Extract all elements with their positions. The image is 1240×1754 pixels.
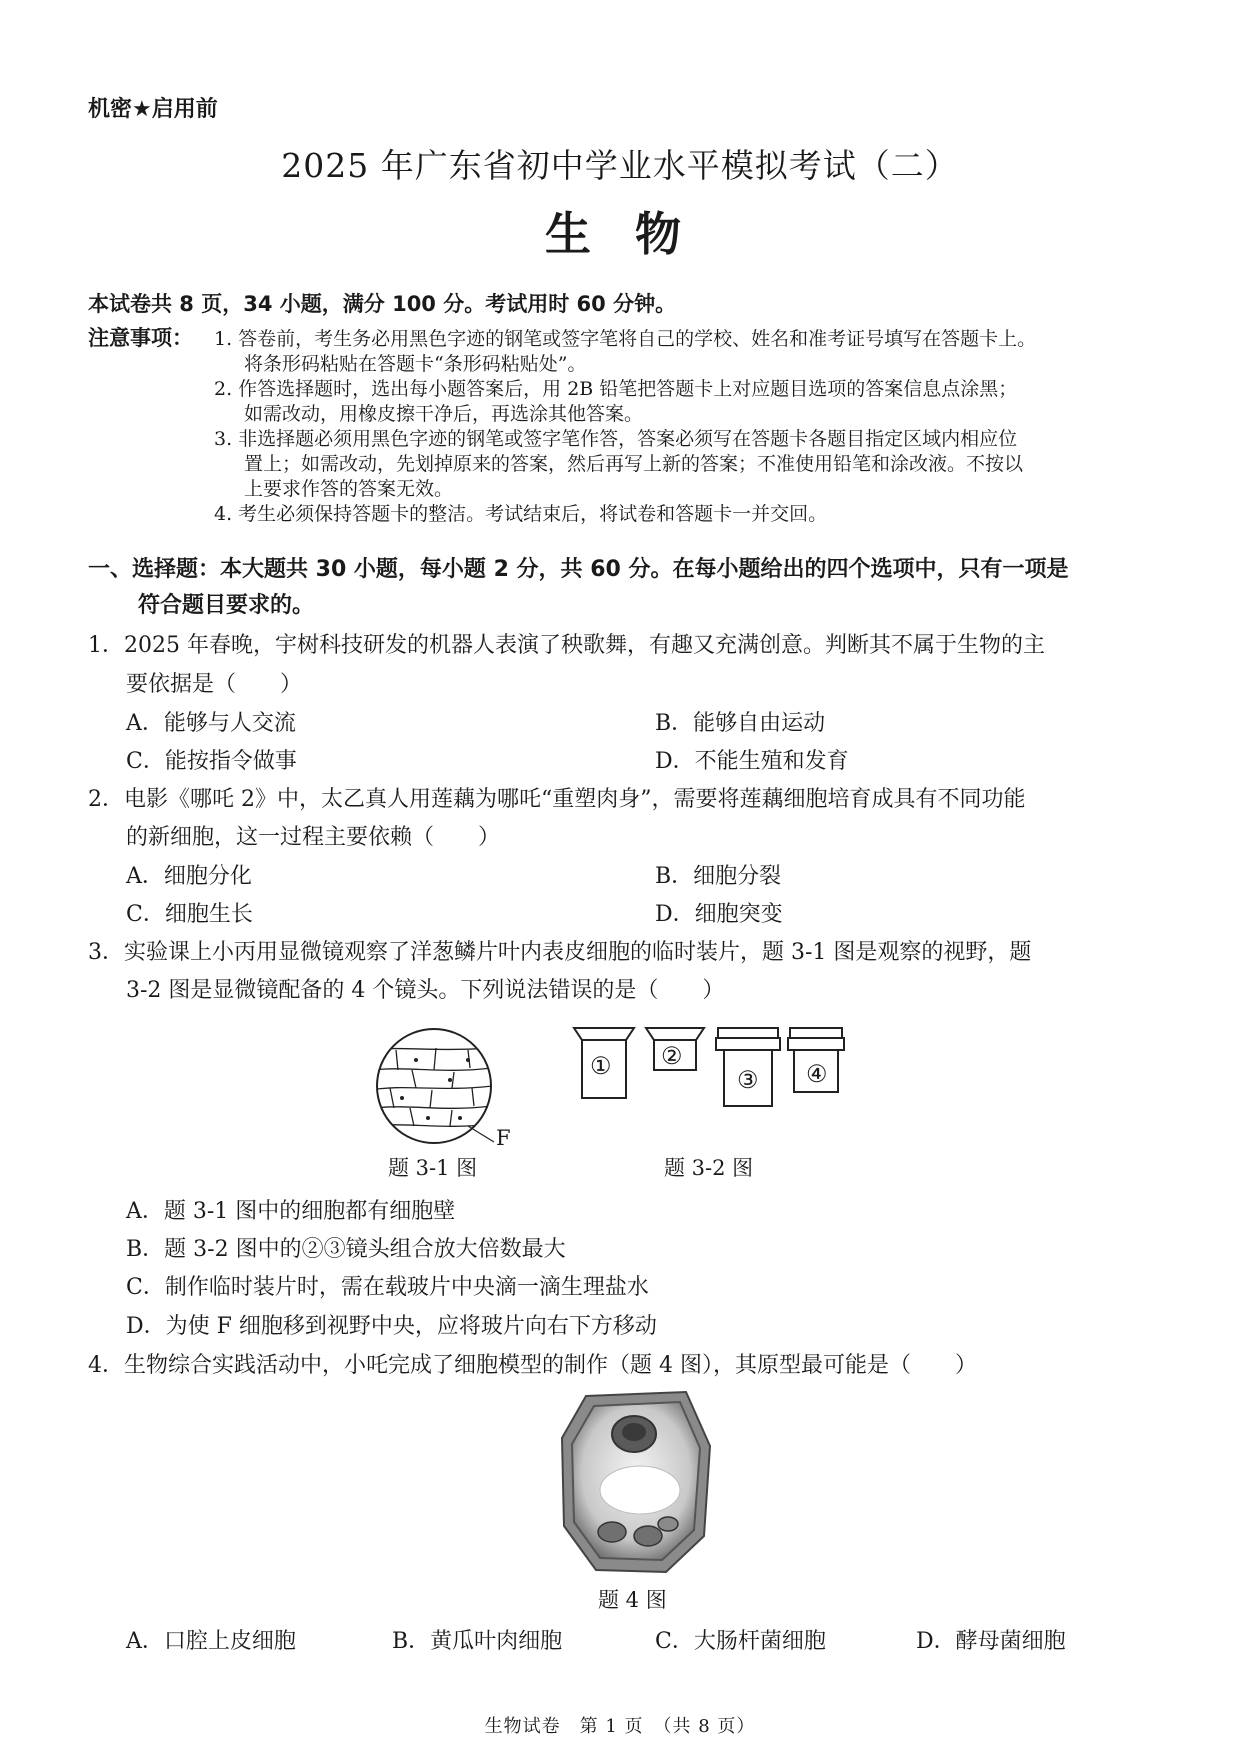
notice-line: 1. 答卷前，考生务必用黑色字迹的钢笔或签字笔将自己的学校、姓名和准考证号填写在答题卡上。 [214, 328, 1037, 350]
question-2-option-d: D．细胞突变 [655, 902, 783, 927]
exam-title: 2025 年广东省初中学业水平模拟考试（二） [281, 146, 959, 185]
question-3-option-d: D．为使 F 细胞移到视野中央，应将玻片向右下方移动 [126, 1314, 657, 1339]
question-3-stem-cont: 3-2 图是显微镜配备的 4 个镜头。下列说法错误的是（ ） [126, 978, 725, 1003]
question-1-stem-cont: 要依据是（ ） [126, 672, 303, 697]
lens-label-3: ③ [737, 1066, 759, 1094]
question-3-option-c: C．制作临时装片时，需在载玻片中央滴一滴生理盐水 [126, 1275, 649, 1300]
notice-line: 置上；如需改动，先划掉原来的答案，然后再写上新的答案；不准使用铅笔和涂改液。不按以 [244, 453, 1024, 475]
figure-3-1-caption: 题 3-1 图 [388, 1156, 478, 1180]
lens-label-2: ② [661, 1042, 683, 1070]
figure-label-f: F [496, 1126, 511, 1150]
question-4-option-d: D．酵母菌细胞 [916, 1629, 1066, 1654]
notice-line: 4. 考生必须保持答题卡的整洁。考试结束后，将试卷和答题卡一并交回。 [214, 503, 828, 525]
lens-label-1: ① [590, 1052, 612, 1080]
page-footer: 生物试卷 第 1 页 （共 8 页） [484, 1716, 756, 1737]
question-2-option-a: A．细胞分化 [126, 864, 252, 889]
question-4-option-c: C．大肠杆菌细胞 [655, 1629, 826, 1654]
question-4-option-a: A．口腔上皮细胞 [126, 1629, 296, 1654]
notice-label: 注意事项： [88, 326, 193, 350]
lens-label-4: ④ [806, 1060, 828, 1088]
question-3-option-b: B．题 3-2 图中的②③镜头组合放大倍数最大 [126, 1237, 566, 1262]
question-1-option-b: B．能够自由运动 [655, 711, 826, 736]
subject-title: 生 物 [544, 207, 695, 261]
question-2-stem: 2．电影《哪吒 2》中，太乙真人用莲藕为哪吒“重塑肉身”，需要将莲藕细胞培育成具有不同功能 [88, 787, 1026, 812]
question-3-option-a: A．题 3-1 图中的细胞都有细胞壁 [126, 1199, 456, 1224]
question-4-option-b: B．黄瓜叶肉细胞 [392, 1629, 563, 1654]
question-1-option-a: A．能够与人交流 [126, 711, 296, 736]
notice-line: 3. 非选择题必须用黑色字迹的钢笔或签字笔作答，答案必须写在答题卡各题目指定区域内相应位 [214, 428, 1018, 450]
question-1-option-c: C．能按指令做事 [126, 749, 297, 774]
notice-line: 2. 作答选择题时，选出每小题答案后，用 2B 铅笔把答题卡上对应题目选项的答案信息点涂黑； [214, 378, 1018, 400]
figure-4-caption: 题 4 图 [598, 1588, 667, 1612]
figure-3-2-caption: 题 3-2 图 [664, 1156, 754, 1180]
question-1-stem: 1．2025 年春晚，宇树科技研发的机器人表演了秧歌舞，有趣又充满创意。判断其不属于生物的主 [88, 633, 1045, 658]
question-2-option-b: B．细胞分裂 [655, 864, 782, 889]
cell-model-figure [556, 1386, 716, 1576]
exam-summary: 本试卷共 8 页，34 小题，满分 100 分。考试用时 60 分钟。 [88, 292, 677, 316]
notice-line: 如需改动，用橡皮擦干净后，再选涂其他答案。 [244, 403, 644, 425]
question-4-stem: 4．生物综合实践活动中，小吒完成了细胞模型的制作（题 4 图），其原型最可能是（ ） [88, 1353, 977, 1378]
question-2-stem-cont: 的新细胞，这一过程主要依赖（ ） [126, 825, 501, 850]
notice-line: 上要求作答的答案无效。 [244, 478, 454, 500]
microscope-field-figure [372, 1022, 512, 1162]
question-1-option-d: D．不能生殖和发育 [655, 749, 849, 774]
section-heading: 一、选择题：本大题共 30 小题，每小题 2 分，共 60 分。在每小题给出的四个选项中，只有一项是 [88, 557, 1069, 582]
notice-line: 将条形码粘贴在答题卡“条形码粘贴处”。 [244, 353, 587, 375]
section-heading-cont: 符合题目要求的。 [138, 593, 315, 618]
confidential-mark: 机密★启用前 [88, 97, 218, 122]
question-3-stem: 3．实验课上小丙用显微镜观察了洋葱鳞片叶内表皮细胞的临时装片，题 3-1 图是观察的视野，题 [88, 940, 1032, 965]
question-2-option-c: C．细胞生长 [126, 902, 253, 927]
